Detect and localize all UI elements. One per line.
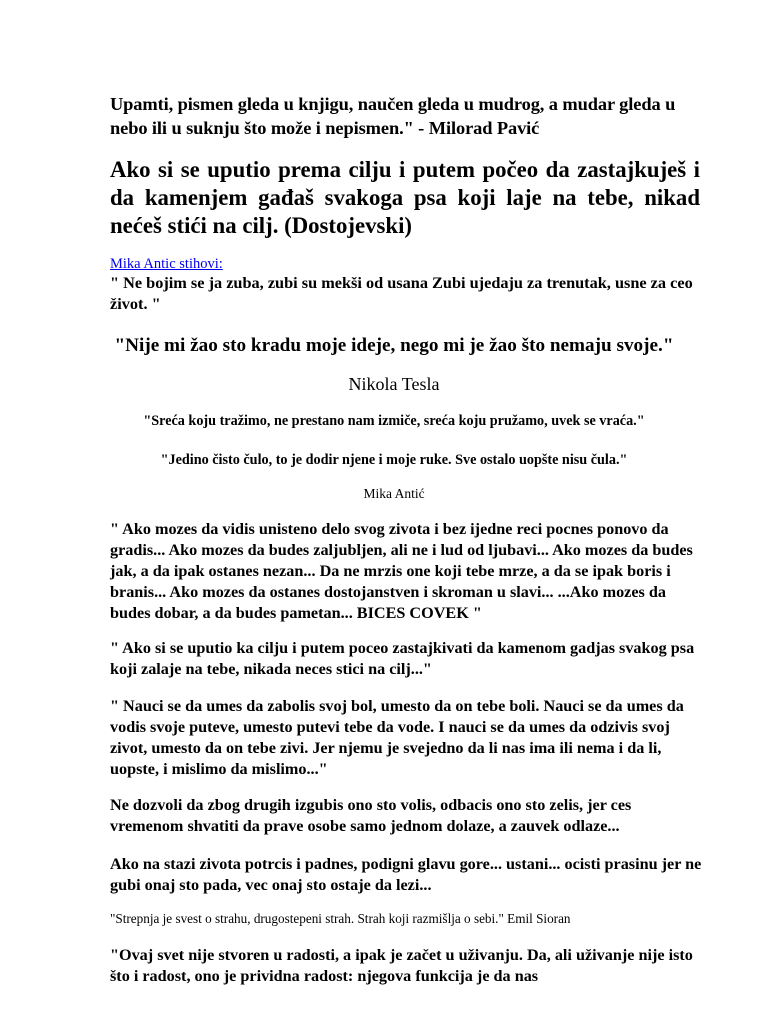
quote-bol: " Nauci se da umes da zabolis svoj bol, umesto da on tebe boli. Nauci se da umes da vodis svoje puteve, umesto putevi tebe da vode. I nauci se da umes da odzivis svoj zivot, umesto da on tebe zivi. Jer njemu je svejedno da li nas ima ili nema i da li, uopste, i mislimo da mislimo..." [110, 697, 684, 778]
quote-cilj: " Ako si se uputio ka cilju i putem poceo zastajkivati da kamenom gadjas svakog psa koji zalaje na tebe, nikada neces stici na cilj..." [110, 639, 695, 678]
quote-tesla: "Nije mi žao sto kradu moje ideje, nego mi je žao što nemaju svoje." [114, 335, 674, 356]
quote-svet: "Ovaj svet nije stvoren u radosti, a ipak je začet u uživanju. Da, ali uživanje nije isto što i radost, ono je prividna radost: njegova funkcija je da nas [110, 946, 693, 985]
mika-antic-link[interactable]: Mika Antic stihovi: [110, 256, 223, 272]
quote-cioran: "Strepnja je svest o strahu, drugostepeni strah. Strah koji razmišlja o sebi." Emil Sioran [110, 911, 571, 926]
quote-sreca: "Sreća koju tražimo, ne prestano nam izmiče, sreća koju pružamo, uvek se vraća." [143, 413, 645, 429]
quote-padnes: Ako na stazi zivota potrcis i padnes, podigni glavu gore... ustani... ocisti prasinu jer ne gubi onaj sto pada, vec onaj sto ostaje da lezi... [110, 855, 702, 894]
quote-dostojevski: Ako si se uputio prema cilju i putem počeo da zastajkuješ i da kamenjem gađaš svakoga psa koji laje na tebe, nikad nećeš stići na cilj. (Dostojevski) [110, 157, 700, 238]
quote-zubi: " Ne bojim se ja zuba, zubi su mekši od usana Zubi ujedaju za trenutak, usne za ceo život. " [110, 273, 693, 313]
quote-covek: " Ako mozes da vidis unisteno delo svog zivota i bez ijedne reci pocnes ponovo da gradis... Ako mozes da budes zaljubljen, ali ne i lud od ljubavi... Ako mozes da budes jak, a da ipak ostanes nezan... Da ne mrzis one koji tebe mrze, a da se ipak boris i branis... Ako mozes da ostanes dostojanstven i skroman u slavi... ...Ako mozes da budes dobar, a da budes pametan... BICES COVEK " [110, 520, 693, 622]
quote-volis: Ne dozvoli da zbog drugih izgubis ono sto volis, odbacis ono sto zelis, jer ces vremenom shvatiti da prave osobe samo jednom dolaze, a zauvek odlaze... [110, 796, 632, 835]
author-tesla: Nikola Tesla [348, 374, 440, 394]
quote-culo: "Jedino čisto čulo, to je dodir njene i moje ruke. Sve ostalo uopšte nisu čula." [160, 452, 628, 468]
quote-pavic: Upamti, pismen gleda u knjigu, naučen gleda u mudrog, a mudar gleda u nebo ili u suknju što može i nepismen." - Milorad Pavić [110, 94, 676, 138]
author-antic: Mika Antić [363, 486, 425, 501]
